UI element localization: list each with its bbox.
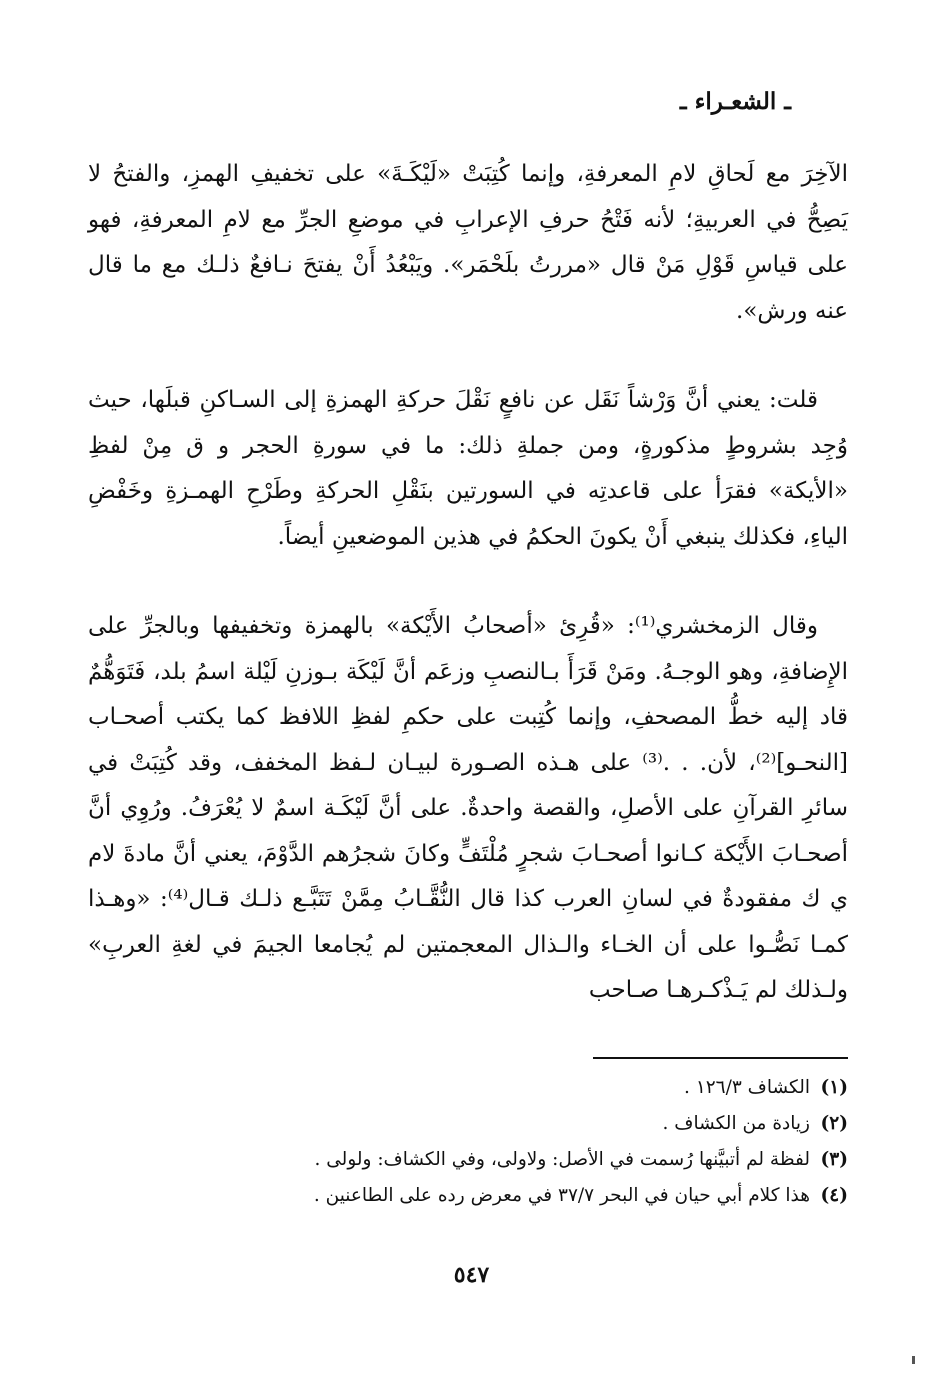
- footnote-number: (٣): [820, 1149, 848, 1170]
- footnotes: [120, 1070, 848, 1214]
- scan-mark: [912, 1356, 915, 1364]
- footnote-divider: [593, 1057, 848, 1059]
- footnote-item: [120, 1070, 848, 1106]
- footnote-text: هذا كلام أبي حيان في البحر ٣٧/٧ في معرض رده على الطاعنين .: [313, 1185, 810, 1206]
- paragraph-2: قلت: يعني أنَّ وَرْشاً نَقَل عن نافعٍ نَقْلَ حركةِ الهمزةِ إلى السـاكنِ قبلَها، حيث وُجِد بشروطٍ مذكورةٍ، ومن جملةِ ذلك: ما في سورةِ الحجر و ق مِنْ لفظِ «الأيكة» فقرَأ على قاعدتِه في السورتين بنَقْلِ الحركةِ وطَرْحِ الهمـزةِ وخَفْضِ الياءِ، فكذلك ينبغي أَنْ يكونَ الحكمُ في هذين الموضعينِ أيضاً.: [88, 387, 848, 550]
- footnote-item: [120, 1142, 848, 1178]
- paragraph-3: وقال الزمخشري⁽¹⁾: «قُرِئ «أصحابُ الأَيْكة» بالهمزة وتخفيفها وبالجرِّ على الإِضافةِ، وهو الوجـهُ. ومَنْ قَرَأَ بـالنصبِ وزعَم أنَّ لَيْكَة بـوزنِ لَيْلة اسمُ بلد، فَتَوَهُّمٌ قاد إليه خطُّ المصحفِ، وإنما كُتِبت على حكمِ لفظِ اللافظ كما يكتب أصحـاب [النحـو]⁽²⁾، لأن. . .⁽³⁾ على هـذه الصـورة لبيـان لـفظ المخفف، وقد كُتِبَتْ في سائرِ القرآنِ على الأصلِ، والقصة واحدةٌ. على أنَّ لَيْكَـة اسمٌ لا يُعْرَفُ. ورُوِي أنَّ أصحـابَ الأَيْكة كـانوا أصحـابَ شجرٍ مُلْتَفٍّ وكانَ شجرُهم الدَّوْمَ، يعني أنَّ مادةَ لام ي ك مفقودةٌ في لسانِ العرب كذا قال النُّقَّـابُ مِمَّنْ تَتَبَّـع ذلـك قـال⁽⁴⁾: «وهـذا كمـا نَصُّـوا على أن الخـاء والـذال المعجمتين لم يُجامعا الجيمَ في لغةِ العربِ» ولـذلك لم يَـذْكـرهـا صـاحب: [88, 613, 848, 1003]
- footnote-text: زيادة من الكشاف .: [662, 1113, 810, 1134]
- footnote-text: لفظة لم أتبيَّنها رُسمت في الأصل: ولاولى، وفي الكشاف: ولولى .: [314, 1149, 810, 1170]
- main-text: [88, 152, 848, 1058]
- footnote-number: (٤): [820, 1185, 848, 1206]
- footnote-number: (١): [820, 1077, 848, 1098]
- footnote-text: الكشاف ١٢٦/٣ .: [684, 1077, 810, 1098]
- footnote-item: [120, 1178, 848, 1214]
- footnote-item: [120, 1106, 848, 1142]
- paragraph-1: الآخِرَ مع لَحاقِ لامِ المعرفةِ، وإنما كُتِبَتْ «لَيْكَـةَ» على تخفيفِ الهمزِ، والفتحُ لا يَصِحُّ في العربيةِ؛ لأنه فَتْحُ حرفِ الإعرابِ في موضعِ الجرِّ مع لامِ المعرفةِ، فهو على قياسِ قَوْلِ مَنْ قال «مررتُ بلَحْمَر». ويَبْعُدُ أَنْ يفتحَ نـافعٌ ذلـك مع ما قال عنه ورش».: [88, 161, 848, 324]
- page-number: ٥٤٧: [453, 1262, 490, 1288]
- footnote-number: (٢): [820, 1113, 848, 1134]
- running-header: ـ الشعـراء ـ: [679, 88, 791, 115]
